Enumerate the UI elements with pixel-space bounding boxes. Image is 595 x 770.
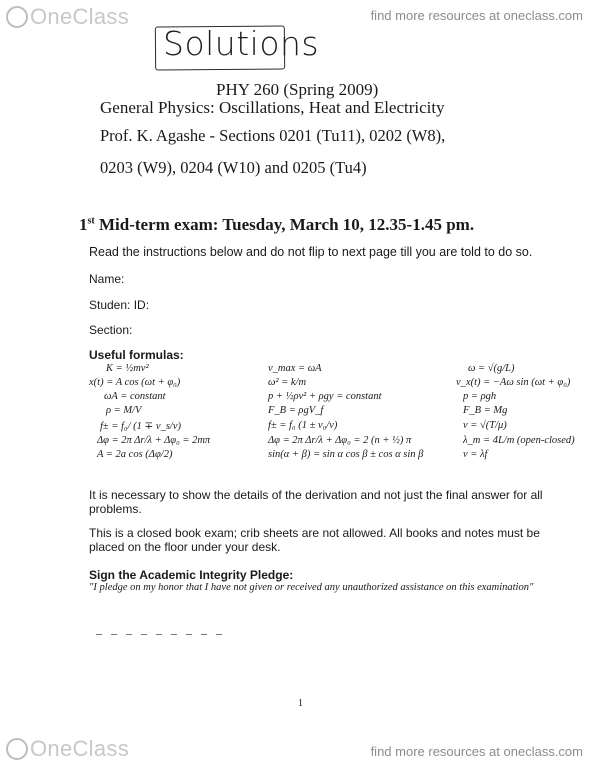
instructions: Read the instructions below and do not flip to next page till you are told to do so. [89, 245, 533, 259]
oneclass-logo-icon [6, 738, 28, 760]
formulas-label: Useful formulas: [89, 348, 184, 362]
professor-line: Prof. K. Agashe - Sections 0201 (Tu11), 0202 (W8), [100, 126, 446, 145]
logo-text: OneClass [30, 4, 129, 29]
formula-item: λ_m = 4L/m (open-closed) [463, 435, 575, 446]
derivation-note: It is necessary to show the details of the derivation and not just the final answer for all problems. [89, 488, 543, 516]
course-subtitle: General Physics: Oscillations, Heat and Electricity [100, 98, 445, 117]
oneclass-logo [6, 2, 129, 32]
formula-item: p = ρgh [463, 391, 497, 402]
formula-item: Δφ = 2π Δr/λ + Δφ₀ = 2 (n + ½) π [268, 435, 412, 446]
formula-item: F_B = ρgV_f [268, 405, 324, 416]
formula-item: v = √(T/μ) [463, 420, 507, 431]
section-field-label: Section: [89, 323, 133, 337]
formula-item: x(t) = A cos (ωt + φ₀) [89, 377, 181, 388]
page-number: 1 [298, 698, 303, 709]
formula-item: K = ½mv² [106, 363, 149, 374]
closed-book-note: This is a closed book exam; crib sheets are not allowed. All books and notes must be placed on the floor under your desk. [89, 526, 540, 554]
formula-item: v = λf [463, 449, 488, 460]
handwritten-solutions: Solutions [163, 24, 320, 63]
name-field-label: Name: [89, 272, 125, 286]
formula-item: ω² = k/m [268, 377, 307, 388]
signature-line[interactable]: _ _ _ _ _ _ _ _ _ [96, 622, 225, 636]
exam-title-text: Mid-term exam: Tuesday, March 10, 12.35-1.45 pm. [94, 215, 475, 234]
exam-title [79, 215, 474, 235]
formula-item: Δφ = 2π Δr/λ + Δφ₀ = 2mπ [97, 435, 211, 446]
formula-item: p + ½ρv² + ρgy = constant [268, 391, 382, 402]
pledge-text: "I pledge on my honor that I have not given or received any unauthorized assistance on this examination" [89, 582, 534, 593]
oneclass-logo-footer [6, 734, 129, 764]
pledge-label: Sign the Academic Integrity Pledge: [89, 568, 294, 582]
find-more-link[interactable]: find more resources at oneclass.com [370, 8, 583, 23]
formula-item: A = 2a cos (Δφ/2) [97, 449, 173, 460]
student-id-field-label: Studen: ID: [89, 298, 150, 312]
logo-text: OneClass [30, 736, 129, 761]
formula-item: ω = √(g/L) [468, 363, 515, 374]
formula-item: v_max = ωA [268, 363, 322, 374]
sections-line: 0203 (W9), 0204 (W10) and 0205 (Tu4) [100, 158, 367, 177]
find-more-link-footer[interactable]: find more resources at oneclass.com [370, 744, 583, 759]
exam-ordinal: 1 [79, 215, 88, 234]
formula-item: f± = f₀/ (1 ∓ v_s/v) [100, 421, 181, 432]
formula-item: F_B = Mg [463, 405, 508, 416]
oneclass-logo-icon [6, 6, 28, 28]
formula-item: sin(α + β) = sin α cos β ± cos α sin β [268, 449, 424, 460]
formula-item: f± = f₀ (1 ± v₀/v) [268, 420, 338, 431]
formula-item: ρ = M/V [106, 405, 142, 416]
formula-item: ωA = constant [104, 391, 166, 402]
course-title: PHY 260 (Spring 2009) [216, 80, 379, 99]
exam-ordinal-suffix: st [87, 215, 95, 227]
formula-item: v_x(t) = −Aω sin (ωt + φ₀) [456, 377, 571, 388]
